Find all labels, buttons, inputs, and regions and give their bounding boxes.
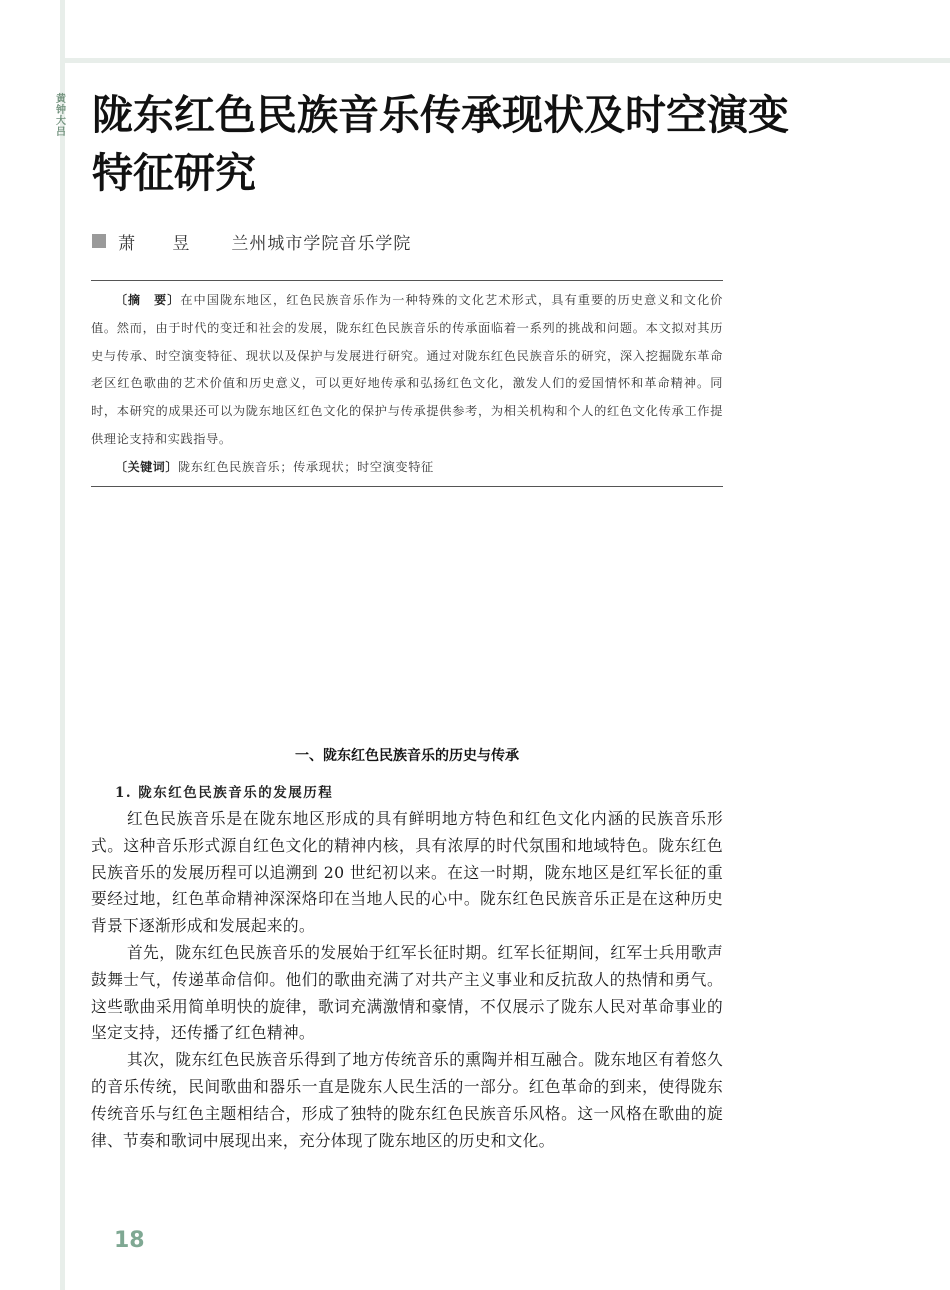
header-horizontal-rule <box>60 58 950 63</box>
keywords <box>91 454 723 482</box>
abstract-label: 〔摘 要〕 <box>115 293 181 307</box>
subsection-heading: 1. 陇东红色民族音乐的发展历程 <box>115 785 334 801</box>
body-paragraph: 红色民族音乐是在陇东地区形成的具有鲜明地方特色和红色文化内涵的民族音乐形式。这种音乐形式源自红色文化的精神内核，具有浓厚的时代氛围和地域特色。陇东红色民族音乐的发展历程可以追溯到 20 世纪初以来。在这一时期，陇东地区是红军长征的重要经过地，红色革命精神深深烙印在当地人民的心中。陇东红色民族音乐正是在这种历史背景下逐渐形成和发展起来的。 <box>91 809 723 936</box>
body-text <box>91 806 723 1154</box>
page-number: 18 <box>114 1228 145 1253</box>
author-name: 萧 昱 <box>118 233 206 254</box>
article-title <box>92 86 812 202</box>
body-paragraph: 首先，陇东红色民族音乐的发展始于红军长征时期。红军长征期间，红军士兵用歌声鼓舞士气，传递革命信仰。他们的歌曲充满了对共产主义事业和反抗敌人的热情和勇气。这些歌曲采用简单明快的旋律，歌词充满激情和豪情，不仅展示了陇东人民对革命事业的坚定支持，还传播了红色精神。 <box>91 942 723 1043</box>
abstract-text: 在中国陇东地区，红色民族音乐作为一种特殊的文化艺术形式，具有重要的历史意义和文化价值。然而，由于时代的变迁和社会的发展，陇东红色民族音乐的传承面临着一系列的挑战和问题。本文拟对其历史与传承、时空演变特征、现状以及保护与发展进行研究。通过对陇东红色民族音乐的研究，深入挖掘陇东革命老区红色歌曲的艺术价值和历史意义，可以更好地传承和弘扬红色文化，激发人们的爱国情怀和革命精神。同时，本研究的成果还可以为陇东地区红色文化的保护与传承提供参考，为相关机构和个人的红色文化传承工作提供理论支持和实践指导。 <box>91 293 723 446</box>
keywords-text: 陇东红色民族音乐；传承现状；时空演变特征 <box>178 459 434 474</box>
keywords-label: 〔关键词〕 <box>115 459 179 474</box>
author-line <box>92 229 411 253</box>
author-marker-square-icon <box>92 234 106 248</box>
body-paragraph: 其次，陇东红色民族音乐得到了地方传统音乐的熏陶并相互融合。陇东地区有着悠久的音乐传统，民间歌曲和器乐一直是陇东人民生活的一部分。红色革命的到来，使得陇东传统音乐与红色主题相结合，形成了独特的陇东红色民族音乐风格。这一风格在歌曲的旋律、节奏和歌词中展现出来，充分体现了陇东地区的历史和文化。 <box>91 1050 723 1150</box>
abstract <box>91 287 723 454</box>
title-line-1: 陇东红色民族音乐传承现状及时空演变 <box>92 91 789 139</box>
author-affiliation: 兰州城市学院音乐学院 <box>231 233 412 254</box>
margin-vertical-rule <box>60 0 65 1290</box>
section-heading: 一、陇东红色民族音乐的历史与传承 <box>295 748 519 764</box>
abstract-box <box>91 280 723 487</box>
title-line-2: 特征研究 <box>92 149 256 197</box>
journal-column-tag: 黄钟大吕 <box>56 94 66 138</box>
